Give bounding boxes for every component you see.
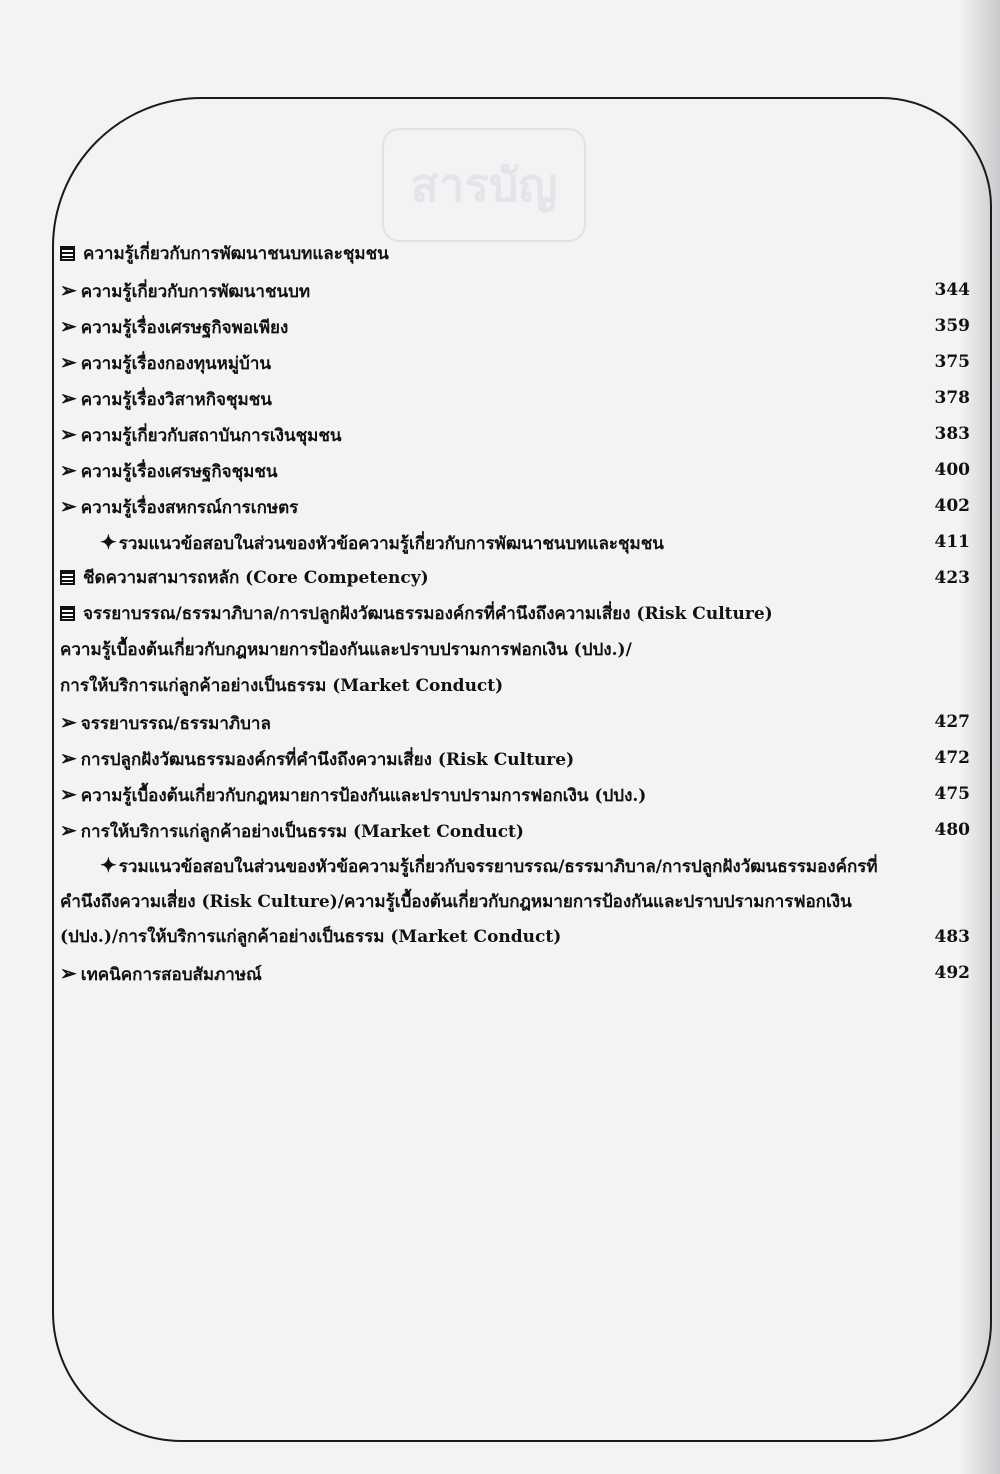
toc-entry [60,236,970,272]
toc-entry-label: ความรู้เรื่องเศรษฐกิจชุมชน [80,462,278,482]
bleed-through-title: สารบัญ [382,128,586,242]
arrow-bullet-icon: ➢ [60,386,77,410]
toc-page-number: 378 [934,388,970,408]
toc-page-number: 472 [934,748,970,768]
toc-page-number: 383 [934,424,970,444]
four-point-star-icon: ✦ [100,853,117,877]
toc-entry-label: จรรยาบรรณ/ธรรมาภิบาล [80,714,271,734]
arrow-bullet-icon: ➢ [60,278,77,302]
document-stack-icon [60,246,75,261]
toc-entry-label: ความรู้เกี่ยวกับสถาบันการเงินชุมชน [80,426,342,446]
toc-page-number: 402 [934,496,970,516]
toc-page-number: 427 [934,712,970,732]
arrow-bullet-icon: ➢ [60,350,77,374]
arrow-bullet-icon: ➢ [60,458,77,482]
toc-entry [60,524,970,560]
toc-entry [60,308,970,344]
toc-entry-label: การให้บริการแก่ลูกค้าอย่างเป็นธรรม (Market Conduct) [80,822,524,842]
toc-entry [60,776,970,812]
toc-entry [60,416,970,452]
toc-entry-label: เทคนิคการสอบสัมภาษณ์ [80,965,262,985]
toc-entry [60,812,970,848]
toc-entry-label: ความรู้เบื้องต้นเกี่ยวกับกฎหมายการป้องกันและปราบปรามการฟอกเงิน (ปปง.)/ [60,640,632,660]
arrow-bullet-icon: ➢ [60,818,77,842]
toc-page-number: 423 [934,568,970,588]
toc-entry [60,272,970,308]
toc-entry [60,704,970,740]
four-point-star-icon: ✦ [100,530,117,554]
toc-entry-label: ความรู้เกี่ยวกับการพัฒนาชนบทและชุมชน [83,244,389,264]
arrow-bullet-icon: ➢ [60,746,77,770]
toc-entry-label: ความรู้เรื่องวิสาหกิจชุมชน [80,390,272,410]
toc-entry [60,955,970,991]
toc-entry [60,740,970,776]
toc-entry-label: จรรยาบรรณ/ธรรมาภิบาล/การปลูกฝังวัฒนธรรมองค์กรที่คำนึงถึงความเสี่ยง (Risk Culture) [83,604,773,624]
toc-entry-label: ความรู้เกี่ยวกับการพัฒนาชนบท [80,282,311,302]
arrow-bullet-icon: ➢ [60,314,77,338]
toc-entry-label: รวมแนวข้อสอบในส่วนของหัวข้อความรู้เกี่ยวกับการพัฒนาชนบทและชุมชน [118,534,664,554]
arrow-bullet-icon: ➢ [60,782,77,806]
toc-page-number: 475 [934,784,970,804]
document-stack-icon [60,570,75,585]
toc-entry-label: ความรู้เรื่องกองทุนหมู่บ้าน [80,354,272,374]
table-of-contents [60,236,970,991]
toc-entry [60,668,970,704]
toc-page-number: 411 [934,532,970,552]
toc-page-number: 480 [934,820,970,840]
toc-entry [60,344,970,380]
toc-page-number: 483 [934,927,970,947]
toc-page-number: 492 [934,963,970,983]
arrow-bullet-icon: ➢ [60,494,77,518]
toc-page-number: 375 [934,352,970,372]
toc-entry-label: การให้บริการแก่ลูกค้าอย่างเป็นธรรม (Market Conduct) [60,676,504,696]
toc-entry [60,560,970,596]
toc-entry [60,848,970,955]
toc-entry-label: การปลูกฝังวัฒนธรรมองค์กรที่คำนึงถึงความเสี่ยง (Risk Culture) [80,750,575,770]
toc-page-number: 344 [934,280,970,300]
toc-entry [60,488,970,524]
toc-entry [60,632,970,668]
toc-entry-label: ความรู้เรื่องสหกรณ์การเกษตร [80,498,299,518]
toc-entry-label: ความรู้เรื่องเศรษฐกิจพอเพียง [80,318,289,338]
toc-page-number: 359 [934,316,970,336]
toc-entry [60,452,970,488]
document-stack-icon [60,606,75,621]
toc-page-number: 400 [934,460,970,480]
toc-entry-label: ชีดความสามารถหลัก (Core Competency) [83,568,429,588]
toc-entry-label: ความรู้เบื้องต้นเกี่ยวกับกฎหมายการป้องกันและปราบปรามการฟอกเงิน (ปปง.) [80,786,647,806]
toc-entry [60,596,970,632]
toc-entry-label: รวมแนวข้อสอบในส่วนของหัวข้อความรู้เกี่ยวกับจรรยาบรรณ/ธรรมาภิบาล/การปลูกฝังวัฒนธรรมองค์กรที่คำนึงถึงความเสี่ยง (Risk Culture)/ความรู้เบื้องต้นเกี่ยวกับกฎหมายการป้องกันและปราบปรามการฟอกเงิน (ปปง.)/การให้บริการแก่ลูกค้าอย่างเป็นธรรม (Market Conduct) [60,857,878,947]
arrow-bullet-icon: ➢ [60,710,77,734]
arrow-bullet-icon: ➢ [60,422,77,446]
arrow-bullet-icon: ➢ [60,961,77,985]
toc-entry [60,380,970,416]
